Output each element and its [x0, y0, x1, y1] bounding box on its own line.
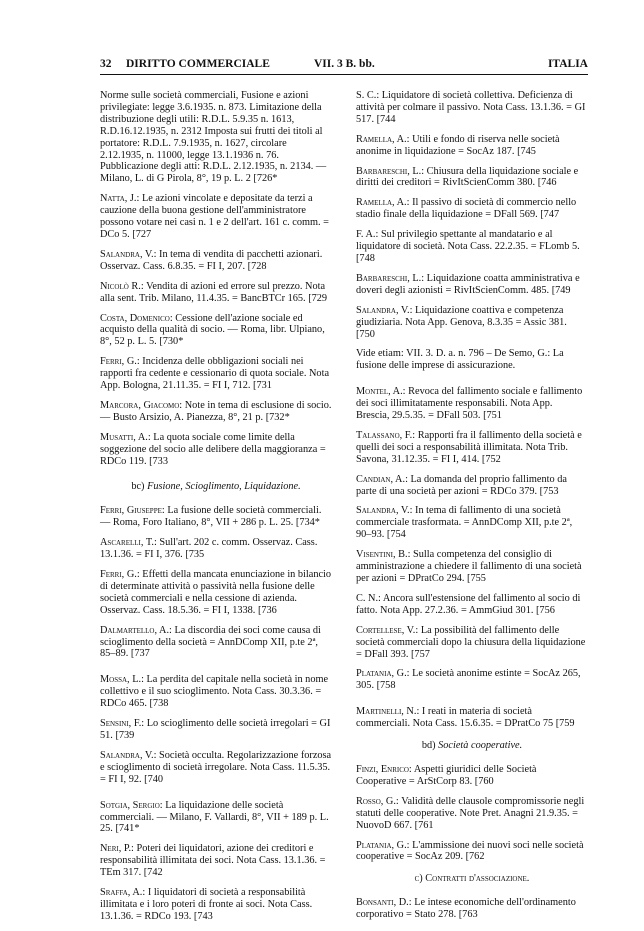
bib-entry: [100, 313, 332, 349]
bib-entry: [100, 800, 332, 836]
author-name: Candian, A.:: [356, 473, 408, 485]
entry-text: La fusione delle società commerciali. — Roma, Foro Italiano, 8°, VII + 286 p. L. 25. [734*: [100, 505, 322, 529]
entry-text: Rapporti fra il fallimento della società e quelli dei soci a responsabilità illimitata. Nota Trib. Savona, 31.12.35. = FI I, 414. [752: [356, 429, 582, 465]
author-name: Sraffa, A.:: [100, 887, 146, 899]
entry-text: Vide etiam: VII. 3. D. a. n. 796 – De Semo, G.: La fusione delle imprese di assicurazione.: [356, 348, 564, 372]
author-name: C. N.:: [356, 592, 381, 604]
bib-entry: [356, 668, 588, 692]
bib-entry: [356, 229, 588, 265]
bib-entry: [356, 625, 588, 661]
entry-text: La discordia dei soci come causa di scioglimento della società = AnnDComp XII, p.te 2ª, 85–89. [737: [100, 624, 321, 660]
bib-entry: [100, 843, 332, 879]
author-name: Finzi, Enrico:: [356, 763, 412, 775]
entry-text: Utili e fondo di riserva nelle società anonime in liquidazione = SocAz 187. [745: [356, 133, 560, 157]
bib-entry: [100, 432, 332, 468]
bib-entry: [100, 750, 332, 786]
entry-text: Sull'art. 202 c. comm. Osservaz. Cass. 13.1.36. = FI I, 376. [735: [100, 537, 318, 561]
section-heading-bc: bc) Fusione, Scioglimento, Liquidazione.: [131, 481, 301, 493]
entry-text: Validità delle clausole compromissorie negli statuti delle cooperative. Note Pret. Anagni 21.9.35. = NuovoD 667. [761: [356, 795, 585, 831]
entry-text: Incidenza delle obbligazioni sociali nei rapporti fra cedente e cessionario di quota sociale. Nota App. Bologna, 21.11.35. = FI I, 712. [731: [100, 356, 330, 392]
author-name: Sotgia, Sergio:: [100, 799, 163, 811]
author-name: Montel, A.:: [356, 386, 406, 398]
entry-text: Le società anonime estinte = SocAz 265, 305. [758: [356, 668, 581, 692]
author-name: Natta, J.:: [100, 193, 140, 205]
author-name: Ramella, A.:: [356, 197, 410, 209]
entry-text: Vendita di azioni ed errore sul prezzo. Nota alla sent. Trib. Milano, 11.4.35. = BancBTCr 165. [729: [100, 280, 328, 304]
bib-entry: [356, 430, 588, 466]
entry-text: Liquidazione coattiva e competenza giudiziaria. Nota App. Genova, 8.3.35 = Assic 381. [750: [356, 304, 567, 340]
bib-entry: [100, 356, 332, 392]
author-name: Dalmartello, A.:: [100, 624, 172, 636]
bib-entry: [356, 549, 588, 585]
author-name: Cortellese, V.:: [356, 624, 419, 636]
left-column: [100, 90, 332, 931]
bib-entry: [100, 193, 332, 241]
entry-text: Lo scioglimento delle società irregolari = GI 51. [739: [100, 718, 331, 741]
author-name: Ferri, G.:: [100, 569, 140, 580]
bib-entry: [356, 840, 588, 864]
entry-text: In tema di vendita di pacchetti azionari. Osservaz. Cass. 6.8.35. = FI I, 207. [728: [100, 248, 323, 272]
bib-entry: [100, 887, 332, 923]
author-name: Talassano, F.:: [356, 429, 416, 441]
author-name: Rosso, G.:: [356, 795, 399, 807]
entry-text: Il passivo di società di commercio nello stadio finale della liquidazione = DFall 569. [747: [356, 197, 577, 221]
author-name: Sensini, F.:: [100, 718, 145, 730]
entry-text: La possibilità del fallimento delle società commerciali dopo la chiusura della liquidazione = DFall 393. [757: [356, 624, 586, 660]
author-name: Musatti, A.:: [100, 431, 151, 443]
author-name: S. C.:: [356, 90, 380, 101]
header-rule: [100, 74, 588, 75]
bib-entry: [100, 505, 332, 529]
bib-entry: [356, 796, 588, 832]
section-ref: VII. 3 B. bb.: [314, 58, 375, 70]
section-heading-bd: bd) Società cooperative.: [421, 740, 523, 752]
page-header: [100, 58, 588, 74]
bib-entry: [100, 674, 332, 710]
author-name: Visentini, B.:: [356, 549, 411, 561]
entry-text: Ancora sull'estensione del fallimento al socio di fatto. Nota App. 27.2.36. = AmmGiud 301. [756: [356, 592, 581, 616]
bib-entry: [100, 569, 332, 617]
entry-text: Revoca del fallimento sociale e fallimento dei soci illimitatamente responsabili. Nota App. Brescia, 29.5.35. = DFall 503. [751: [356, 386, 583, 422]
entry-text: Le intese economiche dell'ordinamento corporativo = Stato 278. [763: [356, 897, 576, 921]
bib-entry: [356, 386, 588, 422]
author-name: Platania, G.:: [356, 839, 410, 851]
bib-entry: [356, 764, 588, 788]
author-name: Ramella, A.:: [356, 133, 410, 145]
entry-text: Effetti della mancata enunciazione in bilancio di determinate attività o passività nella fusione delle società commerciali e nella cessione di azienda. Osservaz. Cass. 18.5.36. = FI I, 1338. [736: [100, 569, 332, 616]
author-name: Costa, Domenico:: [100, 312, 173, 324]
author-name: Marcora, Giacomo:: [100, 399, 183, 411]
bib-entry: [356, 305, 588, 341]
bib-entry: [356, 90, 588, 126]
section-heading-c: c) Contratti d'associazione.: [414, 873, 530, 885]
entry-text: Liquidatore di società collettiva. Deficienza di attività per colmare il passivo. Nota Cass. 13.1.36. = GI 517. [744: [356, 90, 586, 125]
author-name: Mossa, L.:: [100, 674, 144, 686]
bib-entry: [356, 273, 588, 297]
country-label: ITALIA: [547, 58, 588, 70]
bib-entry: [356, 474, 588, 498]
bib-entry: [356, 348, 588, 372]
entry-text: Poteri dei liquidatori, azione dei creditori e responsabilità illimitata dei soci. Nota Cass. 13.1.36. = TEm 317. [742: [100, 843, 326, 879]
entry-text: I liquidatori di società a responsabilità illimitata e i loro poteri di fronte ai soci. Nota Cass. 13.1.36. = RDCo 193. [743: [100, 887, 313, 922]
entry-text: Società occulta. Regolarizzazione forzosa e scioglimento di società irregolare. Nota Cass. 11.5.35. = FI I, 92. [740: [100, 749, 332, 785]
entry-text: Note in tema di esclusione di socio. — Busto Arsizio, A. Pianezza, 8°, 21 p. [732*: [100, 399, 332, 423]
entry-text: La liquidazione delle società commerciali. — Milano, F. Vallardi, 8°, VII + 189 p. L. 25. [741*: [100, 799, 329, 835]
author-name: Barbareschi, L.:: [356, 272, 425, 284]
author-name: Ferri, G.:: [100, 356, 140, 368]
bib-entry: [100, 249, 332, 273]
bib-entry: [100, 718, 332, 742]
author-name: Ferri, Giuseppe:: [100, 505, 165, 517]
entry-text: La domanda del proprio fallimento da parte di una società per azioni = RDCo 379. [753: [356, 473, 567, 497]
bib-entry: [356, 134, 588, 158]
entry-text: Sul privilegio spettante al mandatario e al liquidatore di società. Nota Cass. 22.2.35. = FLomb 5. [748: [356, 229, 580, 264]
running-title: DIRITTO COMMERCIALE: [126, 58, 270, 70]
entry-text: Aspetti giuridici delle Società Cooperative = ArStCorp 83. [760: [356, 763, 537, 787]
bib-entry: [356, 897, 588, 921]
author-name: Barbareschi, L.:: [356, 165, 425, 177]
author-name: Salandra, V.:: [100, 248, 157, 260]
bib-entry: [100, 400, 332, 424]
author-name: Martinelli, N.:: [356, 706, 420, 718]
author-name: Nicolò R.:: [100, 280, 144, 292]
entry-text: In tema di fallimento di una società commerciale trasformata. = AnnDComp XII, p.te 2ª, 90–93. [754: [356, 505, 573, 541]
author-name: Salandra, V.:: [356, 304, 413, 316]
entry-text: Le azioni vincolate e depositate da terzi a cauzione della buona gestione dell'amministratore possono votare nei casi n. 1 e 2 dell'art. 161 c. comm. = DCo 5. [727: [100, 193, 329, 240]
entry-text: Liquidazione coatta amministrativa e doveri degli azionisti = RivItScienComm. 485. [749: [356, 272, 580, 296]
bib-entry: [356, 593, 588, 617]
entry-text: I reati in materia di società commerciali. Nota Cass. 15.6.35. = DPratCo 75 [759: [356, 706, 575, 730]
author-name: Bonsanti, D.:: [356, 897, 412, 909]
bib-entry: [356, 197, 588, 221]
bib-entry: [100, 90, 332, 185]
entry-text: L'ammissione dei nuovi soci nelle società cooperative = SocAz 209. [762: [356, 839, 584, 863]
author-name: Platania, G.:: [356, 668, 410, 680]
entry-text: Cessione dell'azione sociale ed acquisto della qualità di socio. — Roma, libr. Ulpiano, 8°, 52 p. L. 5. [730*: [100, 312, 325, 348]
author-name: F. A.:: [356, 229, 379, 241]
author-name: Salandra, V.:: [356, 505, 413, 517]
entry-text: Chiusura della liquidazione sociale e diritti dei creditori = RivItScienComm 380. [746: [356, 165, 579, 189]
bib-entry: [356, 706, 588, 730]
page-number: 32: [100, 58, 112, 70]
bib-entry: [100, 537, 332, 561]
author-name: Ascarelli, T.:: [100, 537, 157, 549]
bib-entry: [356, 166, 588, 190]
bib-entry: [356, 505, 588, 541]
bib-entry: [100, 281, 332, 305]
entry-text: La perdita del capitale nella società in nome collettivo e il suo scioglimento. Nota Cass. 30.3.36. = RDCo 465. [738: [100, 674, 329, 710]
author-name: Salandra, V.:: [100, 749, 157, 761]
author-name: Neri, P.:: [100, 843, 134, 855]
right-column: [356, 90, 588, 929]
entry-text: Sulla competenza del consiglio di amministrazione a chiedere il fallimento di una società per azioni = DPratCo 294. [755: [356, 549, 582, 584]
bib-entry: [100, 625, 332, 661]
entry-text: La quota sociale come limite della soggezione del socio alle delibere della maggioranza = RDCo 119. [733: [100, 431, 326, 467]
entry-text: Norme sulle società commerciali, Fusione e azioni privilegiate: legge 3.6.1935. n. 873. Limitazione della distribuzione degli utili: R.D.L. 5.9.35 n. 1613, R.D.16.12.1935, n. 2312 Imposta sui frutti dei titoli al portatore: R.D.L. 7.9.1935, n. 1627, circolare 2.12.1935, n. 11000, legge 13.1.1936 n. 76. Pubblicazione degli atti: R.D.L. 2.12.1935, n. 2134. — Milano, L. di G Pirola, 8°, 19 p. L. 2 [726*: [100, 90, 327, 185]
